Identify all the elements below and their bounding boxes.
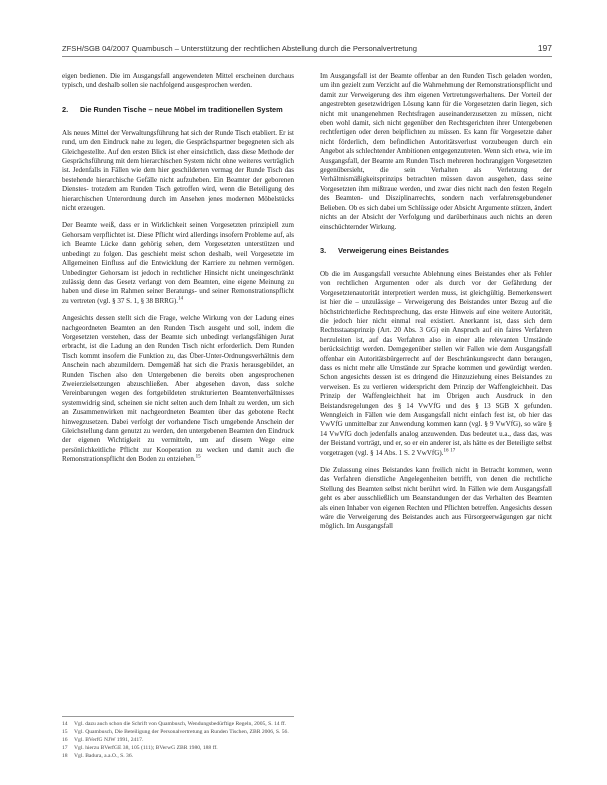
footnote <box>62 737 294 745</box>
section-title: Verweigerung eines Beistandes <box>338 245 449 255</box>
paragraph-text: Angesichts dessen stellt sich die Frage, welche Wirkung von der Ladung eines nachgeordneten Beamten an den Runden Tisch ausgeht und soll, indem die Vorgesetzten verstehen, dass der Beamte sich unbedingt verlangsfähigen Jurat erbracht, ist die Ladung an den Runden Tisch nicht erforderlich. Dem Runden Tisch kommt insofern die Funktion zu, das Über-Unter-Ordnungsverhältnis dem Anschein nach abzumildern. Demgemäß hat sich die Praxis herausgebildet, an Runden Tischen also den Untergebenen die bereits oben angesprochenen Zweierzielsetzungen abzuschließen. Aber abgesehen davon, dass solche Vereinbarungen wegen des fortgebildeten strukturierten Beamtenverhältnisses systemwidrig sind, scheinen sie nicht selten auch dem Inhalt zu werden, um sich an Zusammenwirken mit nachgeordneten Beamten über das gebotene Recht hinwegzusetzen. Dabei verfolgt der vorhandene Tisch umgebende Anschein der Gleichstellung dann genutzt zu werden, den untergebenen Beamten den Eindruck der eigenen Wichtigkeit zu vermitteln, um auf diesem Wege eine persönlichkeitliche Pflicht zur Kooperation zu wecken und damit auch die Remonstrationspflicht den Boden zu entziehen. <box>62 314 294 464</box>
footnote-number: 15 <box>62 728 68 735</box>
footnote-number: 14 <box>62 721 68 727</box>
section-heading <box>320 246 552 256</box>
footnotes <box>62 716 294 761</box>
footnote <box>62 745 294 753</box>
paragraph <box>62 221 294 306</box>
section-number: 3. <box>320 245 327 255</box>
paragraph: Als neues Mittel der Verwaltungsführung hat sich der Runde Tisch etabliert. Er ist rund, um den Eindruck nahe zu legen, die Gesprächspartner begegneten sich als Gleichgestellte. Auf den ersten Blick ist eher einsichtlich, dass diese Methode der Gesprächsführung mit dem hierarchischen System nicht ohne weiteres verträglich ist. Jedenfalls in Fällen wie dem hier geschilderten vermag der Runde Tisch das bestehende hierarchische Gefälle nicht aufzuheben. Ein Beamter der geborenen Dienstes- trotzdem am Runden Tisch getroffen wird, wenn die Beteiligung des hierarchischen Unterordnung durch im Ansehen jenes modernen Möbelstücks nicht erzeugen. <box>62 128 294 213</box>
footnote-text: Vgl. hierzu BVerfGE 38, 105 (111); BVerwG ZBR 1980, 188 ff. <box>74 744 218 751</box>
footnote-text: Vgl. Badura, a.a.O., S. 36. <box>74 752 134 759</box>
journal-citation: ZFSH/SGB 04/2007 Quambusch – Unterstützung der rechtlichen Abstellung durch die Personalvertretung <box>62 44 417 53</box>
footnote <box>62 721 294 729</box>
footnote-number: 16 <box>62 736 68 743</box>
footnote-ref[interactable]: 15 <box>195 454 201 460</box>
section-title: Die Runden Tische – neue Möbel im traditionellen System <box>80 104 283 114</box>
paragraph-text: Ob die im Ausgangsfall versuchte Ablehnung eines Beistandes eher als Fehler von rechtlichen Argumenten oder als durch vor der Gefährdung der Vorgesetztenautorität interpretiert werden muss, ist gleichgültig. Bemerkenswert ist hier die – unzulässige – Verweigerung des Beistandes unter Bezug auf die höchstrichterliche Rechtsprechung, das erste Hinweis auf eine weitere Autorität, die jedoch hier nicht einmal real existiert. Anerkannt ist, dass sich dem Rechtsstaatsprinzip (Art. 20 Abs. 3 GG) ein Anspruch auf ein faires Verfahren herzuleiten ist, auf das Verfahren also in einer alle relevanten Umstände berücksichtigt werden. Demgegenüber stellen wir Fallen wie dem Ausgangsfall offenbar ein Autoritätsbürgerrecht auf der Beschränkungsrecht dann beraugen, dass es nicht mehr alle Umstände zur Sprache kommen und gewürdigt werden. Schon angesichts dessen ist es dringend die Hinzuziehung eines Beistandes zu verweisen. Es zu verlieren widerspricht dem Prinzip der Waffengleichheit. Das Prinzip der Waffengleichheit hat im Übrigen auch Ausdruck in den Beistandsregelungen des § 14 VwVfG und des § 13 SGB X gefunden. Wenngleich in Fällen wie dem Ausgangsfall nicht einfach fest ist, ob hier das VwVfG unmittelbar zur Anwendung kommen kann (vgl. § 9 VwVfG), so wäre § 14 VwVfG doch jedenfalls analog anzuwenden. Das bedeutet u.a., dass das, was der Beistand vorträgt, und er, so er ein anderer ist, als hätte es der Beteiligte selbst vorgetragen (vgl. § 14 Abs. 1 S. 2 VwVfG). <box>320 269 552 457</box>
footnote-text: Vgl. BVerfG NJW 1991, 2417. <box>74 736 144 743</box>
paragraph-text: Der Beamte weiß, dass er in Wirklichkeit seinen Vorgesetzten prinzipiell zum Gehorsam verpflichtet ist. Diese Pflicht wird allerdings insofern Probleme auf, als ich Beamte Lücke dann gehörig sehen, dem Vorgesetzten unterstützen und unbedingt zu folgen. Das geschieht meist schon deshalb, weil Vorgesetzte im Allgemeinen Einfluss auf die Entwicklung der Karriere zu nehmen vermögen. Unbedingter Gehorsam ist jedoch in rechtlicher Hinsicht nicht uneingeschränkt zulässig denn das Gesetz verlangt von dem Beamten, eine eigene Meinung zu haben und diese im Rahmen seiner Beratungs- und seiner Remonstrationspflicht zu vertreten (vgl. § 37 S. 1, § 38 BRRG). <box>62 221 294 305</box>
footnote-text: Vgl. dazu auch schon die Schrift von Quambusch, Wendungsbedürftige Regeln, 2005, S. 14 ff. <box>74 721 287 727</box>
left-column <box>62 72 294 473</box>
footnote-ref[interactable]: 17 <box>450 448 456 454</box>
footnote-ref[interactable]: 16 <box>443 448 449 454</box>
footnote-text: Vgl. Quambusch, Die Beteiligung der Personalvertretung an Runden Tischen, ZBR 2006, S. 56. <box>74 728 289 735</box>
page-number: 197 <box>537 43 552 53</box>
section-heading <box>62 105 294 115</box>
footnote <box>62 753 294 761</box>
paragraph <box>62 314 294 465</box>
footnote-number: 18 <box>62 752 68 759</box>
running-header <box>62 42 552 57</box>
paragraph: Die Zulassung eines Beistandes kann freilich nicht in Betracht kommen, wenn das Verfahren dienstliche Angelegenheiten betrifft, von denen die rechtliche Stellung des Beamten selbst nicht berührt wird. In Fällen wie dem Ausgangsfall geht es aber ausschließlich um Beanstandungen der das Verhalten des Beamten als einen Inhaber von eigenen Rechten und Pflichten betreffen. Angesichts dessen wäre die Verweigerung des Beistandes auch aus Fürsorgeerwägungen gar nicht möglich. Im Ausgangsfall <box>320 466 552 531</box>
paragraph: eigen bedienen. Die im Ausgangsfall angewendeten Mittel erscheinen durchaus typisch, und deshalb sollen sie nachfolgend ausgesprochen werden. <box>62 72 294 90</box>
section-number: 2. <box>62 104 69 114</box>
right-column <box>320 72 552 540</box>
paragraph <box>320 270 552 458</box>
footnote-ref[interactable]: 14 <box>178 296 184 302</box>
footnote-number: 17 <box>62 744 68 751</box>
paragraph: Im Ausgangsfall ist der Beamte offenbar an den Runden Tisch geladen worden, um ihn gezielt zum Verzicht auf die Wahrnehmung der Remonstrationspflicht und damit zur Verweigerung des ihm eigenen Vertretungsverhaltens. Der Vorteil der angestrebten gesetzwidrigen Lösung kann für die Vorgesetzten darin liegen, sich nicht mit unangenehmen Rechtsfragen auseinanderzusetzen zu müssen, nicht eben wohl damit, sich nicht gegenüber den Rechtsgerichten ihrer Untergebenen rechtfertigen oder deren beipflichten zu müssen. Es kann für Vorgesetzte daher nicht förderlich, dem befindlichen Autoritätsverlust vorzubeugen durch ein Angebot als schlechtender Ambitionen entgegenzutreten. Wenn sich etwa, wie im Ausgangsfall, der Beamte am Runden Tisch mehreren hochrangigen Vorgesetzten gegenübersieht, die sein Verhalten als Verletzung der Verhältnismäßigkeitsprinzips betrachten müssen davon ausgehen, dass seine Vorgesetzten ihm mißtraue werden, und zwar dies nicht nach den festen Regeln des Beamten- und Disziplinarrechts, sondern nach verfahrensgebundener Belieben. Ob es sich dabei um Schlüssige oder Absicht Argumente stützen, ändert nichts an der Absicht der Verfolgung und darüberhinaus auch nichts an deren einschüchternder Wirkung. <box>320 72 552 231</box>
footnote <box>62 729 294 737</box>
